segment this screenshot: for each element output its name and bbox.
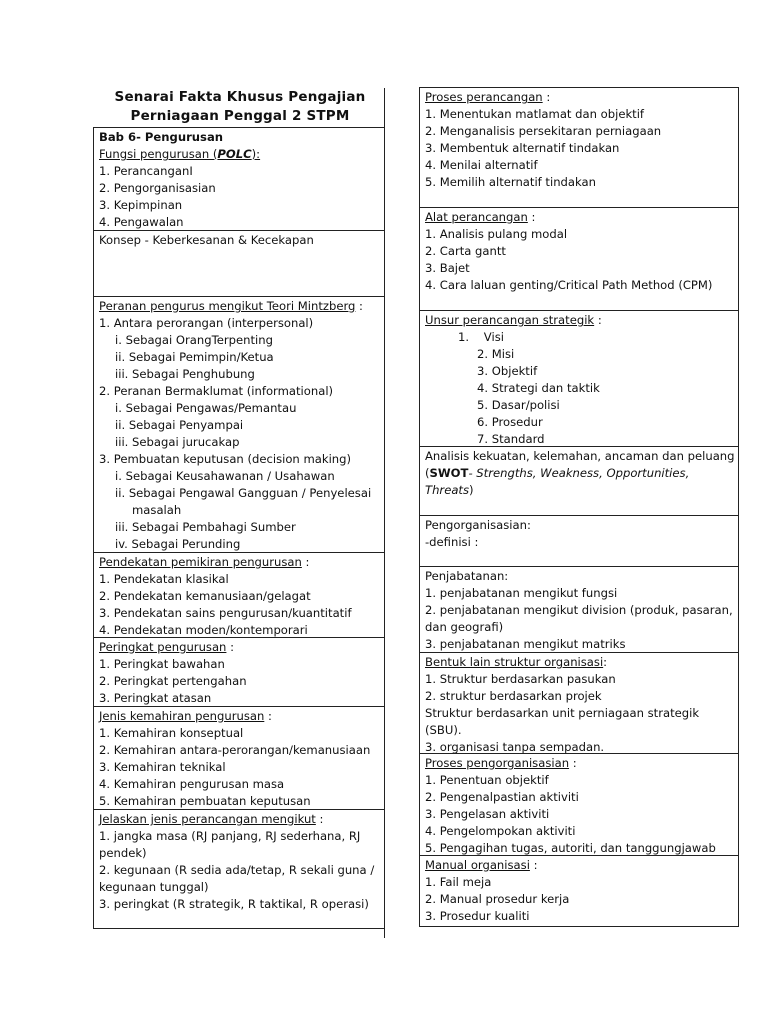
list-item: 2. kegunaan (R sedia ada/tetap, R sekali guna / kegunaan tunggal) <box>99 863 375 894</box>
jenis-kemahiran-box <box>93 706 385 810</box>
pengorganisasian-heading: Pengorganisasian: <box>425 518 531 532</box>
list-item: 1. Kemahiran konseptual <box>99 726 244 740</box>
list-item: 3. Pengelasan aktiviti <box>425 807 550 821</box>
proses-perancangan-box <box>419 87 739 208</box>
list-item: 2. Misi <box>477 347 515 361</box>
list-item: 1. PerancanganI <box>99 164 193 178</box>
title-line-2: Perniagaan Penggal 2 STPM <box>130 108 350 124</box>
list-item: 4. Kemahiran pengurusan masa <box>99 777 285 791</box>
list-item: 1. Menentukan matlamat dan objektif <box>425 107 645 121</box>
group-label: 1. Antara perorangan (interpersonal) <box>99 316 314 330</box>
bentuk-heading: Bentuk lain struktur organisasi: <box>425 655 608 669</box>
proses-heading: Proses perancangan : <box>425 90 551 104</box>
list-item: ii. Sebagai Pemimpin/Ketua <box>115 350 274 364</box>
peringkat-heading: Peringkat pengurusan : <box>99 640 235 654</box>
jenis-heading: Jenis kemahiran pengurusan : <box>99 709 272 723</box>
list-item: 1. jangka masa (RJ panjang, RJ sederhana, RJ pendek) <box>99 829 361 860</box>
list-item: 3. Kemahiran teknikal <box>99 760 226 774</box>
list-item: 3. Membentuk alternatif tindakan <box>425 141 620 155</box>
list-item: 5. Pengagihan tugas, autoriti, dan tanggungjawab <box>425 841 716 855</box>
list-item: 3. Prosedur kualiti <box>425 909 530 923</box>
unsur-strategik-box <box>419 310 739 447</box>
list-item: 1. Visi <box>458 330 504 344</box>
list-item: 2. Pengenalpastian aktiviti <box>425 790 579 804</box>
jelaskan-heading: Jelaskan jenis perancangan mengikut : <box>99 812 324 826</box>
title-line-1: Senarai Fakta Khusus Pengajian <box>114 89 366 105</box>
list-item: 2. Pengorganisasian <box>99 181 216 195</box>
list-item: i. Sebagai OrangTerpenting <box>115 333 273 347</box>
list-item: i. Sebagai Pengawas/Pemantau <box>115 401 297 415</box>
list-item: 2. Peringkat pertengahan <box>99 674 247 688</box>
proses-org-heading: Proses pengorganisasian : <box>425 756 577 770</box>
list-item: 1. penjabatanan mengikut fungsi <box>425 586 618 600</box>
list-item: iv. Sebagai Perunding <box>115 537 241 551</box>
list-item: 6. Prosedur <box>477 415 543 429</box>
list-item: ii. Sebagai Pengawal Gangguan / Penyelesai <box>115 486 372 500</box>
list-item: 4. Pendekatan moden/kontemporari <box>99 623 308 637</box>
list-item: 3. penjabatanan mengikut matriks <box>425 637 626 651</box>
alat-heading: Alat perancangan : <box>425 210 536 224</box>
swot-line-1: Analisis kekuatan, kelemahan, ancaman dan peluang <box>425 449 735 463</box>
list-item: 4. Strategi dan taktik <box>477 381 600 395</box>
page-title <box>96 88 384 126</box>
group-label: 3. Pembuatan keputusan (decision making) <box>99 452 352 466</box>
list-item: 2. Carta gantt <box>425 244 506 258</box>
list-item: 2. penjabatanan mengikut division (produk, pasaran, dan geografi) <box>425 603 733 634</box>
list-item: 3. Objektif <box>477 364 538 378</box>
list-item: 5. Memilih alternatif tindakan <box>425 175 596 189</box>
pendekatan-box <box>93 552 385 638</box>
list-item: 2. Manual prosedur kerja <box>425 892 570 906</box>
list-item: 1. Penentuan objektif <box>425 773 549 787</box>
bab-6-box <box>93 127 385 231</box>
peringkat-box <box>93 637 385 707</box>
list-item: 5. Dasar/polisi <box>477 398 560 412</box>
unsur-heading: Unsur perancangan strategik : <box>425 313 602 327</box>
list-item: 2. struktur berdasarkan projek <box>425 689 602 703</box>
list-item: 2. Menganalisis persekitaran perniagaan <box>425 124 662 138</box>
list-item: 1. Fail meja <box>425 875 492 889</box>
list-item: 3. organisasi tanpa sempadan. <box>425 740 605 754</box>
list-item: iii. Sebagai jurucakap <box>115 435 240 449</box>
manual-heading: Manual organisasi : <box>425 858 538 872</box>
swot-box <box>419 446 739 516</box>
bentuk-struktur-box <box>419 652 739 754</box>
list-item: Struktur berdasarkan unit perniagaan strategik (SBU). <box>425 706 700 737</box>
list-item: 3. Pendekatan sains pengurusan/kuantitatif <box>99 606 352 620</box>
list-item: 7. Standard <box>477 432 545 446</box>
list-item: 1. Struktur berdasarkan pasukan <box>425 672 616 686</box>
konsep-text: Konsep - Keberkesanan & Kecekapan <box>99 233 314 247</box>
list-item: 2. Kemahiran antara-perorangan/kemanusiaan <box>99 743 371 757</box>
penjabatanan-box <box>419 566 739 653</box>
list-item-continued: masalah <box>132 503 182 517</box>
list-item: 1. Pendekatan klasikal <box>99 572 229 586</box>
proses-pengorganisasian-box <box>419 753 739 856</box>
list-item: iii. Sebagai Penghubung <box>115 367 255 381</box>
list-item: 1. Peringkat bawahan <box>99 657 225 671</box>
list-item: 1. Analisis pulang modal <box>425 227 568 241</box>
manual-organisasi-box <box>419 855 739 927</box>
list-item: 2. Pendekatan kemanusiaan/gelagat <box>99 589 311 603</box>
list-item: 4. Pengawalan <box>99 215 184 229</box>
list-item: 4. Menilai alternatif <box>425 158 538 172</box>
bab-heading: Bab 6- Pengurusan <box>99 130 224 144</box>
list-item: 4. Pengelompokan aktiviti <box>425 824 576 838</box>
list-item: 3. Bajet <box>425 261 470 275</box>
list-item: 4. Cara laluan genting/Critical Path Method (CPM) <box>425 278 713 292</box>
list-item: 3. peringkat (R strategik, R taktikal, R operasi) <box>99 897 369 911</box>
list-item: iii. Sebagai Pembahagi Sumber <box>115 520 296 534</box>
list-item: ii. Sebagai Penyampai <box>115 418 244 432</box>
list-item: 3. Peringkat atasan <box>99 691 212 705</box>
list-item: 3. Kepimpinan <box>99 198 183 212</box>
konsep-box <box>93 230 385 297</box>
pendekatan-heading: Pendekatan pemikiran pengurusan : <box>99 555 310 569</box>
peranan-box <box>93 296 385 553</box>
peranan-heading: Peranan pengurus mengikut Teori Mintzberg : <box>99 299 363 313</box>
group-label: 2. Peranan Bermaklumat (informational) <box>99 384 334 398</box>
fungsi-label: Fungsi pengurusan (POLC): <box>99 147 261 161</box>
jelaskan-box <box>93 809 385 929</box>
penjabatanan-heading: Penjabatanan: <box>425 569 509 583</box>
list-item: 5. Kemahiran pembuatan keputusan <box>99 794 311 808</box>
swot-line-2: (SWOT- Strengths, Weakness, Opportunities, Threats) <box>425 466 690 497</box>
list-item: i. Sebagai Keusahawanan / Usahawan <box>115 469 335 483</box>
pengorganisasian-box <box>419 515 739 567</box>
alat-perancangan-box <box>419 207 739 311</box>
definisi-label: -definisi : <box>425 535 479 549</box>
